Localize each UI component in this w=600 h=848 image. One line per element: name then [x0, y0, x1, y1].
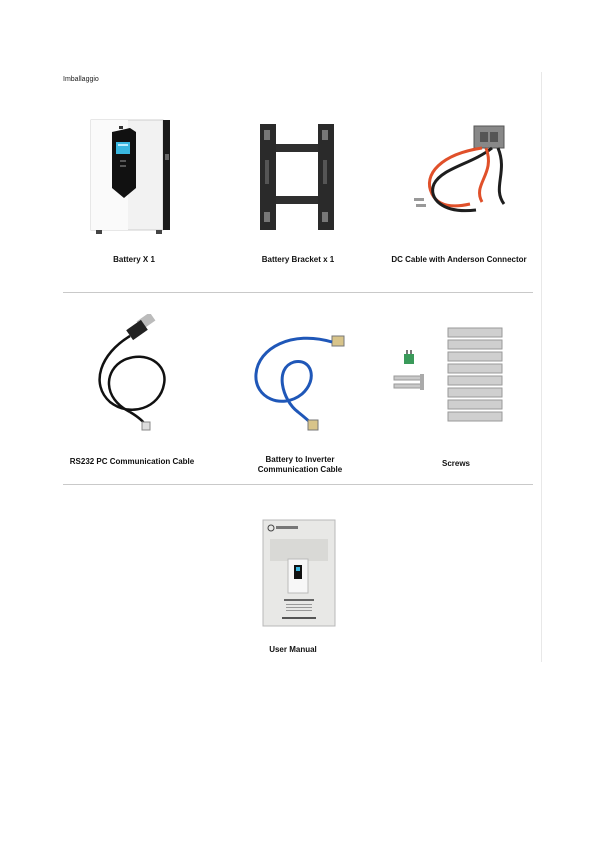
- caption-rs232: RS232 PC Communication Cable: [69, 457, 195, 466]
- caption-network-cable-line2: Communication Cable: [257, 465, 343, 474]
- rs232-cable-image: [90, 314, 170, 432]
- battery-image: [90, 118, 172, 236]
- network-cable-image: [252, 328, 350, 432]
- vertical-rule: [541, 72, 542, 662]
- caption-screws: Screws: [441, 459, 471, 468]
- user-manual-image: [262, 519, 336, 627]
- dc-cable-image: [412, 124, 516, 220]
- caption-network-cable: [244, 455, 356, 475]
- row-divider-1: [63, 292, 533, 293]
- page-title: Imballaggio: [63, 76, 99, 83]
- caption-battery: Battery X 1: [113, 255, 155, 264]
- caption-bracket: Battery Bracket x 1: [261, 255, 335, 264]
- screws-image: [390, 324, 512, 430]
- row-divider-2: [63, 484, 533, 485]
- bracket-image: [256, 120, 338, 234]
- caption-user-manual: User Manual: [269, 645, 317, 654]
- caption-dc-cable: DC Cable with Anderson Connector: [391, 255, 527, 264]
- caption-network-cable-line1: Battery to Inverter: [265, 455, 335, 464]
